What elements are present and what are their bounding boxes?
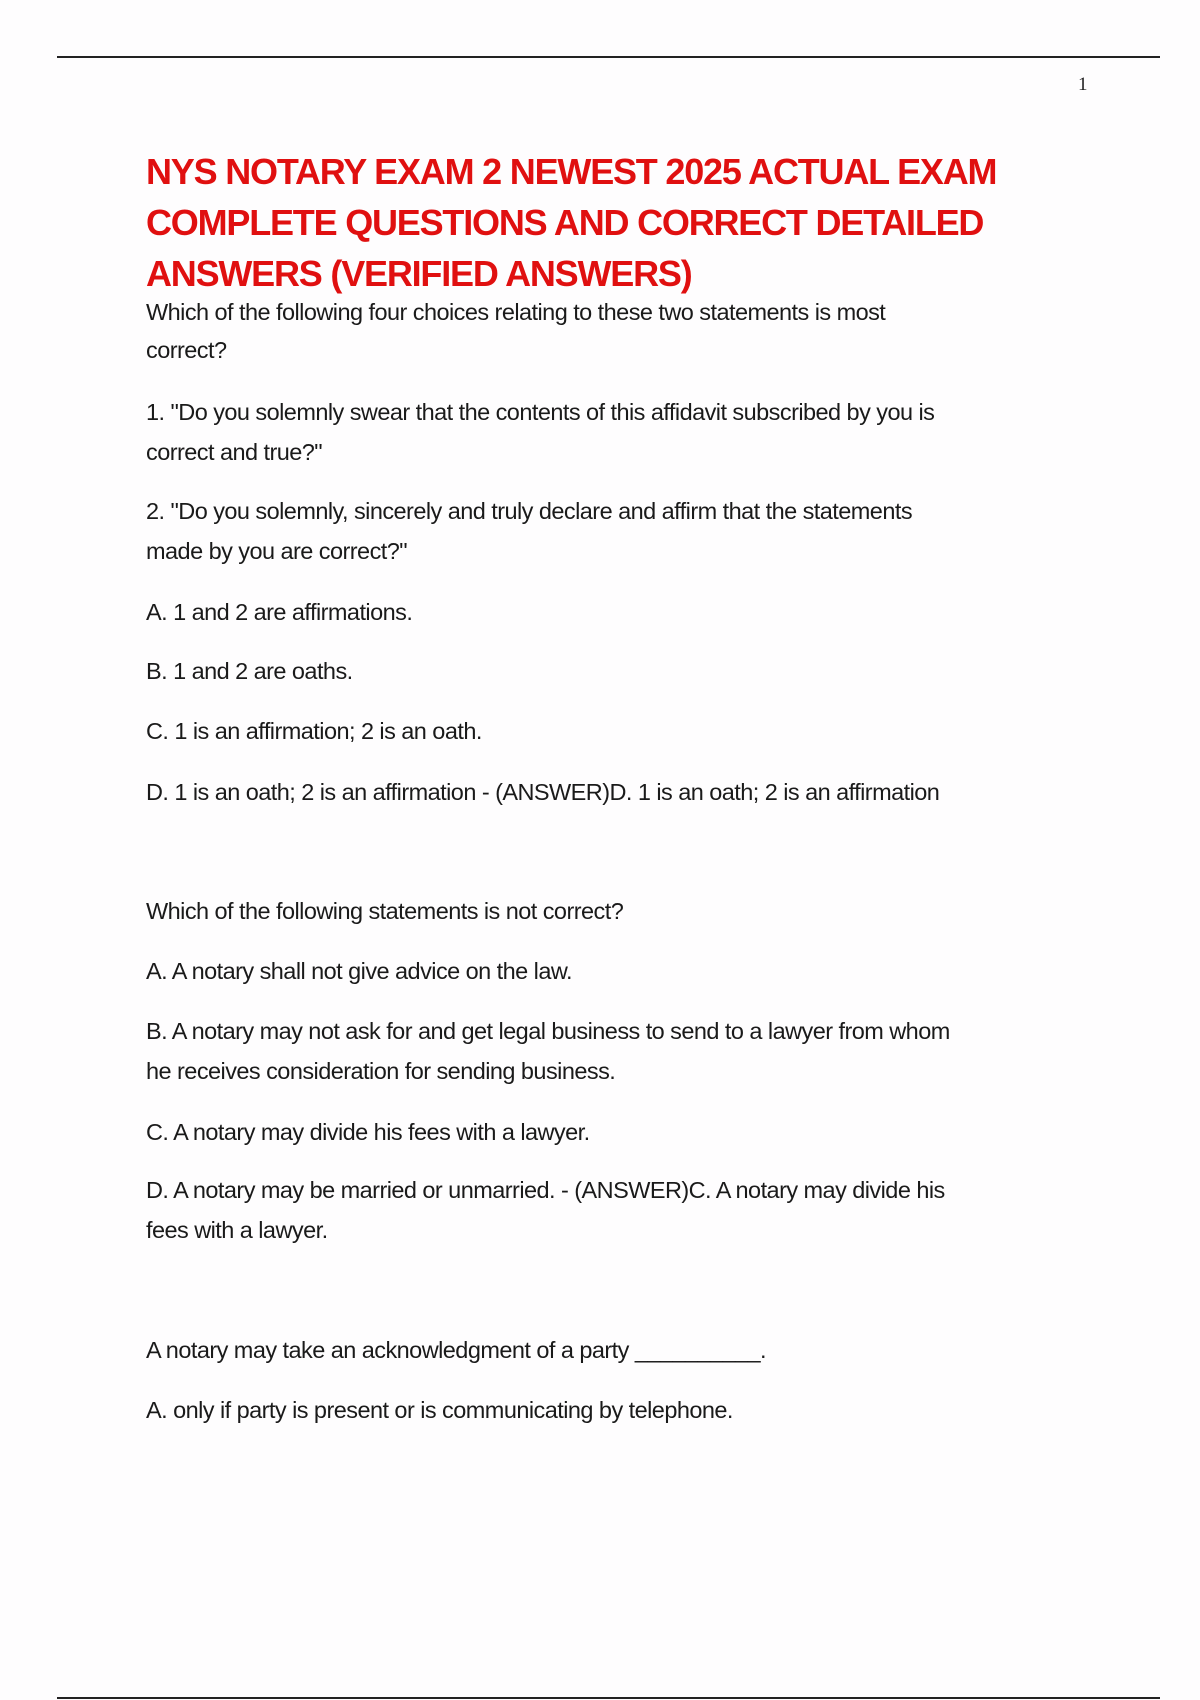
- question-2-option-a: A. A notary shall not give advice on the law.: [146, 958, 572, 984]
- document-title-line: COMPLETE QUESTIONS AND CORRECT DETAILED: [146, 202, 984, 243]
- question-2-option-d-answer: D. A notary may be married or unmarried. - (ANSWER)C. A notary may divide his: [146, 1177, 945, 1203]
- question-2-option-c: C. A notary may divide his fees with a lawyer.: [146, 1119, 590, 1145]
- question-1-prompt: correct?: [146, 337, 227, 363]
- question-3-prompt: A notary may take an acknowledgment of a party __________.: [146, 1337, 766, 1363]
- document-title-line: ANSWERS (VERIFIED ANSWERS): [146, 253, 692, 294]
- question-2-option-b: he receives consideration for sending business.: [146, 1058, 616, 1084]
- question-2-option-d-answer: fees with a lawyer.: [146, 1217, 328, 1243]
- question-1-option-d-answer: D. 1 is an oath; 2 is an affirmation - (ANSWER)D. 1 is an oath; 2 is an affirmation: [146, 779, 940, 805]
- question-1-statement-1: 1. "Do you solemnly swear that the contents of this affidavit subscribed by you is: [146, 399, 935, 425]
- question-1-option-a: A. 1 and 2 are affirmations.: [146, 599, 413, 625]
- question-2-option-b: B. A notary may not ask for and get legal business to send to a lawyer from whom: [146, 1018, 950, 1044]
- question-1-statement-2: 2. "Do you solemnly, sincerely and truly declare and affirm that the statements: [146, 498, 913, 524]
- page-number: 1: [1078, 74, 1088, 95]
- question-2-prompt: Which of the following statements is not correct?: [146, 898, 624, 924]
- question-1-prompt: Which of the following four choices relating to these two statements is most: [146, 299, 886, 325]
- footer-rule: [57, 1697, 1160, 1699]
- document-title-line: NYS NOTARY EXAM 2 NEWEST 2025 ACTUAL EXAM: [146, 151, 997, 192]
- question-1-option-c: C. 1 is an affirmation; 2 is an oath.: [146, 718, 482, 744]
- question-3-option-a: A. only if party is present or is communicating by telephone.: [146, 1397, 733, 1423]
- question-1-statement-1: correct and true?": [146, 439, 323, 465]
- question-1-statement-2: made by you are correct?": [146, 538, 408, 564]
- question-1-option-b: B. 1 and 2 are oaths.: [146, 658, 353, 684]
- header-rule: [57, 56, 1160, 58]
